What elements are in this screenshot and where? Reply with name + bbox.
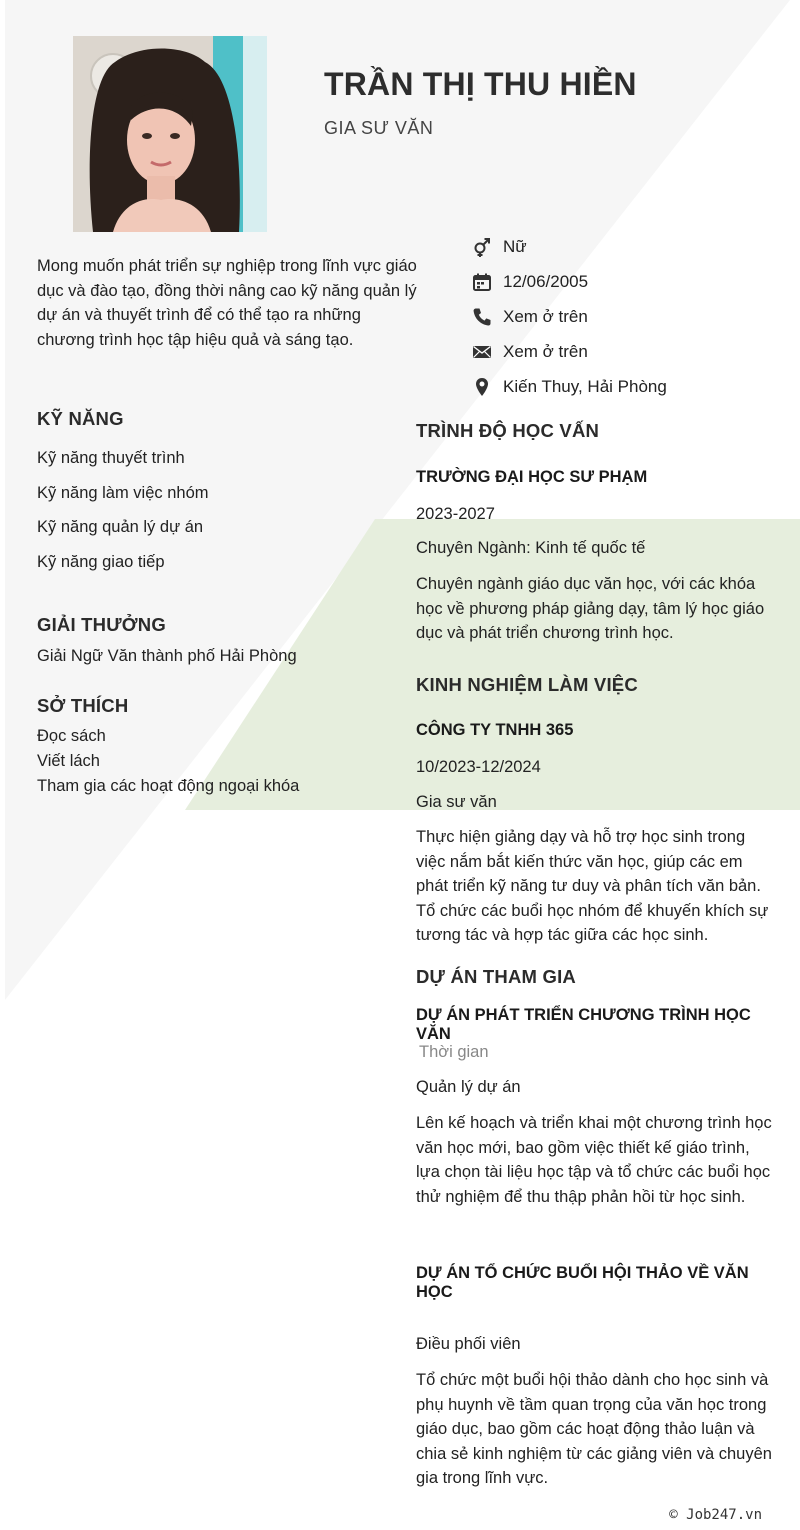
hobby-item: Đọc sách — [37, 727, 106, 745]
project-time: Thời gian — [419, 1043, 489, 1061]
education-description: Chuyên ngành giáo dục văn học, với các khóa học về phương pháp giảng dạy, tâm lý học giáo dục và phát triển chương trình học. — [416, 575, 765, 643]
education-title: TRÌNH ĐỘ HỌC VẤN — [416, 420, 600, 441]
contact-phone — [472, 300, 792, 335]
project-name: DỰ ÁN TỔ CHỨC BUỔI HỘI THẢO VỀ VĂN HỌC — [416, 1264, 749, 1301]
hobbies-section — [37, 695, 299, 801]
candidate-role: GIA SƯ VĂN — [324, 118, 434, 138]
contact-address — [472, 369, 792, 404]
skill-item: Kỹ năng giao tiếp — [37, 553, 165, 572]
education-school: TRƯỜNG ĐẠI HỌC SƯ PHẠM — [416, 468, 648, 486]
mail-icon — [472, 342, 492, 362]
skill-item: Kỹ năng quản lý dự án — [37, 518, 204, 537]
project-description: Tổ chức một buổi hội thảo dành cho học sinh và phụ huynh về tầm quan trọng của văn học trong giáo dục, bao gồm các hoạt động thảo luận và chia sẻ kinh nghiệm từ các giảng viên và chuyên gia trong lĩnh vực. — [416, 1371, 772, 1488]
profile-photo — [73, 36, 267, 232]
contact-gender — [472, 230, 792, 265]
experience-company: CÔNG TY TNHH 365 — [416, 721, 574, 739]
experience-title: KINH NGHIỆM LÀM VIỆC — [416, 674, 638, 695]
contact-info — [472, 230, 792, 404]
award-item: Giải Ngữ Văn thành phố Hải Phòng — [37, 647, 297, 665]
career-objective: Mong muốn phát triển sự nghiệp trong lĩnh vực giáo dục và đào tạo, đồng thời nâng cao kỹ năng quản lý dự án và thuyết trình để có thể tạo ra những chương trình học tập hiệu quả và sáng tạo. — [37, 257, 417, 350]
education-major: Chuyên Ngành: Kinh tế quốc tế — [416, 539, 646, 557]
experience-period: 10/2023-12/2024 — [416, 758, 541, 776]
phone-icon — [472, 307, 492, 327]
address-value: Kiến Thuy, Hải Phòng — [503, 376, 667, 396]
location-pin-icon — [472, 377, 492, 397]
candidate-name: TRẦN THỊ THU HIỀN — [324, 66, 637, 102]
experience-position: Gia sư văn — [416, 793, 497, 811]
birthday-value: 12/06/2005 — [503, 272, 589, 292]
calendar-icon — [472, 272, 492, 292]
skills-section — [37, 408, 209, 588]
awards-section — [37, 614, 297, 666]
project-name: DỰ ÁN PHÁT TRIỂN CHƯƠNG TRÌNH HỌC VĂN — [416, 1006, 751, 1043]
contact-email — [472, 334, 792, 369]
gender-value: Nữ — [503, 237, 527, 257]
skill-item: Kỹ năng thuyết trình — [37, 449, 185, 467]
phone-value: Xem ở trên — [503, 306, 588, 326]
footer-credit: © Job247.vn — [669, 1507, 762, 1523]
hobbies-title: SỞ THÍCH — [37, 695, 129, 716]
experience-description: Thực hiện giảng dạy và hỗ trợ học sinh trong việc nắm bắt kiến thức văn học, giúp các em phát triển kỹ năng tư duy và phân tích văn bản. Tổ chức các buổi học nhóm để khuyến khích sự tương tác và hợp tác giữa các học sinh. — [416, 828, 769, 945]
hobby-item: Viết lách — [37, 751, 100, 770]
gender-icon — [472, 237, 492, 257]
projects-title: DỰ ÁN THAM GIA — [416, 966, 576, 987]
education-period: 2023-2027 — [416, 505, 495, 523]
portrait-image — [73, 36, 267, 232]
skill-item: Kỹ năng làm việc nhóm — [37, 483, 209, 502]
project-role: Điều phối viên — [416, 1335, 521, 1353]
contact-birthday — [472, 265, 792, 300]
hobby-item: Tham gia các hoạt động ngoại khóa — [37, 776, 300, 795]
project-role: Quản lý dự án — [416, 1078, 521, 1096]
project-description: Lên kế hoạch và triển khai một chương trình học văn học mới, bao gồm việc thiết kế giáo trình, lựa chọn tài liệu học tập và tổ chức các buổi học thử nghiệm để thu thập phản hồi từ học sinh. — [416, 1114, 772, 1206]
awards-title: GIẢI THƯỞNG — [37, 614, 166, 635]
email-value: Xem ở trên — [503, 341, 588, 361]
skills-title: KỸ NĂNG — [37, 408, 124, 429]
